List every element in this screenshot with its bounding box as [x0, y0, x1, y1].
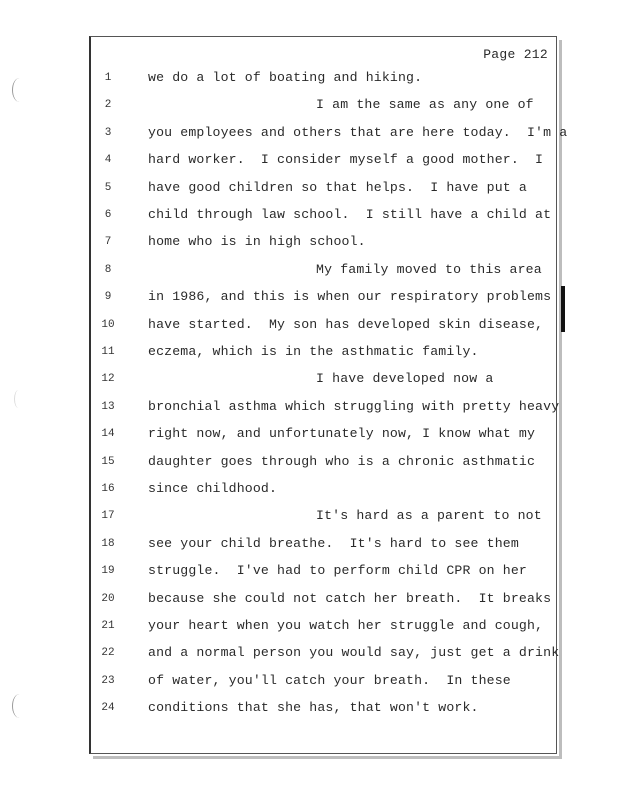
margin-change-bar [561, 286, 565, 332]
line-text: home who is in high school. [148, 234, 366, 249]
binder-hole-mark [12, 78, 27, 102]
line-text: right now, and unfortunately now, I know what my [148, 426, 536, 441]
line-text: daughter goes through who is a chronic asthmatic [148, 454, 536, 469]
line-number: 20 [101, 593, 115, 605]
line-number: 18 [101, 538, 115, 550]
binder-hole-mark [14, 390, 23, 408]
line-number: 1 [104, 72, 112, 84]
line-text: because she could not catch her breath. It breaks [148, 591, 552, 606]
line-text: you employees and others that are here today. I'm a [148, 125, 568, 140]
line-text: I am the same as any one of [316, 97, 534, 112]
line-number: 17 [101, 510, 115, 522]
line-number: 4 [104, 154, 112, 166]
line-number: 3 [104, 127, 112, 139]
line-number: 5 [104, 182, 112, 194]
line-text: bronchial asthma which struggling with pretty heavy [148, 399, 560, 414]
frame-shadow [559, 40, 562, 758]
line-text: My family moved to this area [316, 262, 542, 277]
line-text: we do a lot of boating and hiking. [148, 70, 423, 85]
line-number: 13 [101, 401, 115, 413]
line-number: 23 [101, 675, 115, 687]
binder-hole-mark [12, 694, 27, 718]
line-number: 11 [101, 346, 115, 358]
line-number: 9 [104, 291, 112, 303]
line-text: child through law school. I still have a child at [148, 207, 552, 222]
line-text: see your child breathe. It's hard to see them [148, 536, 519, 551]
page-number: Page 212 [483, 47, 548, 62]
line-text: and a normal person you would say, just get a drink [148, 645, 560, 660]
line-number: 24 [101, 702, 115, 714]
line-number: 15 [101, 456, 115, 468]
line-text: have started. My son has developed skin disease, [148, 317, 544, 332]
line-text: eczema, which is in the asthmatic family. [148, 344, 479, 359]
line-number: 7 [104, 236, 112, 248]
line-text: It's hard as a parent to not [316, 508, 542, 523]
line-number: 6 [104, 209, 112, 221]
line-number: 16 [101, 483, 115, 495]
frame-shadow [93, 756, 562, 759]
line-text: have good children so that helps. I have put a [148, 180, 527, 195]
line-number: 10 [101, 319, 115, 331]
line-text: conditions that she has, that won't work. [148, 700, 479, 715]
line-number: 22 [101, 647, 115, 659]
line-number: 21 [101, 620, 115, 632]
line-text: since childhood. [148, 481, 278, 496]
line-text: of water, you'll catch your breath. In these [148, 673, 511, 688]
line-text: in 1986, and this is when our respiratory problems [148, 289, 552, 304]
line-text: I have developed now a [316, 371, 494, 386]
line-number: 8 [104, 264, 112, 276]
line-number: 19 [101, 565, 115, 577]
line-text: struggle. I've had to perform child CPR on her [148, 563, 527, 578]
line-number: 14 [101, 428, 115, 440]
line-text: your heart when you watch her struggle and cough, [148, 618, 544, 633]
line-number: 2 [104, 99, 112, 111]
line-number: 12 [101, 373, 115, 385]
line-text: hard worker. I consider myself a good mother. I [148, 152, 544, 167]
